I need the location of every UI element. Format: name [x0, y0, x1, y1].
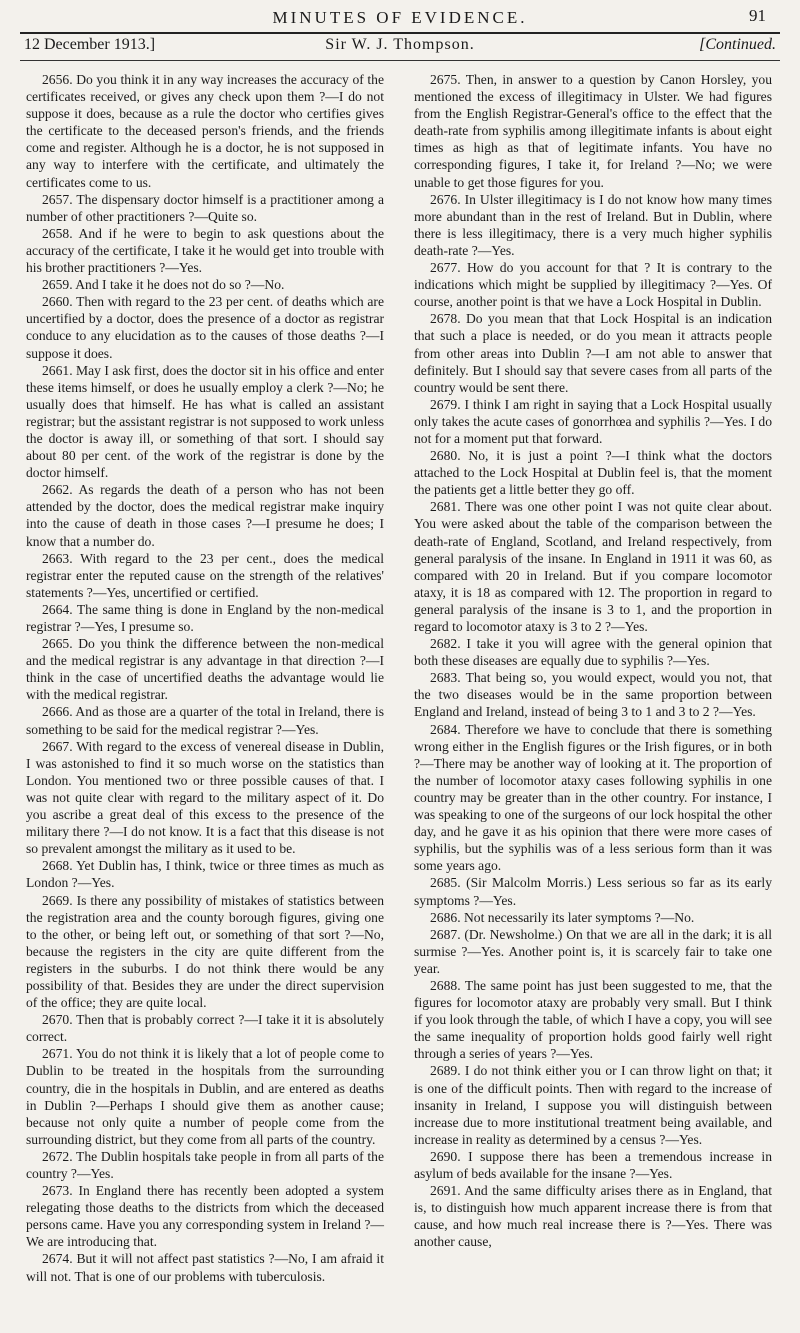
evidence-paragraph: 2680. No, it is just a point ?—I think what the doctors attached to the Lock Hospital at Dublin feel is, that the moment the patients get a little better they go off.: [414, 448, 772, 498]
evidence-paragraph: 2673. In England there has recently been adopted a system relegating those deaths to the districts from which the deceased persons came. Have you any corresponding system in Ireland ?—We are introducing that.: [26, 1183, 384, 1250]
evidence-paragraph: 2662. As regards the death of a person who has not been attended by the doctor, does the medical registrar make inquiry into the cause of death in those cases ?—I presume he does; I know that a number do.: [26, 482, 384, 549]
evidence-paragraph: 2667. With regard to the excess of venereal disease in Dublin, I was astonished to find it so much worse on the statistics than London. You mentioned two or three possible causes of that. I was not quite clear with regard to the military aspect of it. Do you ascribe a great deal of this excess to the presence of the military there ?—I do not know. It is a fact that this disease is not so prevalent amongst the military as it used to be.: [26, 738, 384, 857]
evidence-paragraph: 2661. May I ask first, does the doctor sit in his office and enter these items himself, or does he usually employ a clerk ?—No; he usually does that himself. He has what is called an assistant registrar; but the assistant registrar is not supposed to work unless the doctor is away ill, or something of that sort. I should say about 80 per cent. of the work of the registrar is done by the doctor himself.: [26, 362, 384, 481]
evidence-paragraph: 2668. Yet Dublin has, I think, twice or three times as much as London ?—Yes.: [26, 858, 384, 891]
evidence-paragraph: 2676. In Ulster illegitimacy is I do not know how many times more abundant than in the rest of Ireland. But in Dublin, where there is less illegitimacy, there is a very much higher syphilis death-rate ?—Yes.: [414, 191, 772, 258]
evidence-paragraph: 2657. The dispensary doctor himself is a practitioner among a number of other practitioners ?—Quite so.: [26, 191, 384, 224]
evidence-paragraph: 2689. I do not think either you or I can throw light on that; it is one of the difficult points. Then with regard to the increase of insanity in Ireland, I suppose you will distinguish between increase due to more institutional treatment being available, and increase in reality as determined by a census ?—Yes.: [414, 1063, 772, 1147]
evidence-paragraph: 2659. And I take it he does not do so ?—No.: [42, 277, 285, 293]
page-number: 91: [749, 6, 766, 25]
evidence-paragraph: 2672. The Dublin hospitals take people in from all parts of the country ?—Yes.: [26, 1148, 384, 1181]
continued-label: [Continued.: [699, 36, 776, 53]
evidence-paragraph: 2658. And if he were to begin to ask questions about the accuracy of the certificate, I take it he would get into trouble with his brother practitioners ?—Yes.: [26, 225, 384, 276]
evidence-paragraph: 2686. Not necessarily its later symptoms ?—No.: [430, 909, 695, 925]
evidence-paragraph: 2665. Do you think the difference between the non-medical and the medical registrar is any advantage in that direction ?—I think in the case of uncertified deaths the advantage would lie with the medical registrar.: [26, 636, 384, 703]
evidence-paragraph: 2679. I think I am right in saying that a Lock Hospital usually only takes the acute cases of gonorrhœa and syphilis ?—Yes. I do not for a moment put that forward.: [414, 396, 772, 446]
subheader: [24, 36, 776, 58]
evidence-paragraph: 2688. The same point has just been suggested to me, that the figures for locomotor ataxy are probably very small. But I think if you look through the table, of which I have a copy, you will see the same inequality of proportion holds good fairly well right through a series of years ?—Yes.: [414, 977, 772, 1062]
evidence-paragraph: 2675. Then, in answer to a question by Canon Horsley, you mentioned the excess of illegitimacy in Ulster. We had figures from the English Registrar-General's office to the effect that the death-rate from syphilis among illegitimate infants is about eight times as high as that of legitimate infants. You have no corresponding figures, I take it, for Ireland ?—No; we were unable to get those figures for you.: [414, 72, 772, 190]
evidence-paragraph: 2674. But it will not affect past statistics ?—No, I am afraid it will not. That is one of our problems with tuberculosis.: [26, 1251, 384, 1284]
evidence-paragraph: 2663. With regard to the 23 per cent., does the medical registrar enter the reputed cause on the strength of the relatives' statements ?—Yes, uncertified or certified.: [26, 550, 384, 600]
evidence-paragraph: 2670. Then that is probably correct ?—I take it it is absolutely correct.: [26, 1012, 384, 1045]
evidence-paragraph: 2690. I suppose there has been a tremendous increase in asylum of beds available for the insane ?—Yes.: [414, 1148, 772, 1181]
sitting-date: 12 December 1913.]: [24, 36, 156, 53]
running-head: MINUTES OF EVIDENCE.: [272, 8, 528, 27]
right-column: [414, 71, 772, 1250]
evidence-paragraph: 2677. How do you account for that ? It is contrary to the indications which might be supplied by illegitimacy ?—Yes. Of course, another point is that we have a Lock Hospital in Dublin.: [414, 260, 772, 310]
evidence-paragraph: 2691. And the same difficulty arises there as in England, that is, to distinguish how much apparent increase there is from that cause, and how much real increase there is ?—Yes. There was another cause,: [414, 1183, 772, 1250]
evidence-paragraph: 2687. (Dr. Newsholme.) On that we are all in the dark; it is all surmise ?—Yes. Another point is, it is scarcely fair to take one year.: [414, 926, 772, 976]
left-column: [26, 71, 384, 1285]
evidence-paragraph: 2664. The same thing is done in England by the non-medical registrar ?—Yes, I presume so.: [26, 601, 384, 634]
header-rule: [20, 32, 780, 34]
evidence-paragraph: 2684. Therefore we have to conclude that there is something wrong either in the English figures or the Irish figures, or in both ?—There may be another way of looking at it. The proportion of the number of locomotor ataxy cases following syphilis in one country may be greater than in the other country. For instance, I was speaking to one of the surgeons of our lock hospital the other day, and he gave it as his opinion that there were more cases of syphilis, but the syphilis was of a less serious form than it was some years ago.: [414, 721, 772, 874]
evidence-paragraph: 2660. Then with regard to the 23 per cent. of deaths which are uncertified by a doctor, does the presence of a doctor as registrar conduce to any elucidation as to the causes of those deaths ?—I suppose it does.: [26, 294, 384, 361]
evidence-paragraph: 2656. Do you think it in any way increases the accuracy of the certificates received, or gives any check upon them ?—I do not suppose it does, because as a rule the doctor who certifies gives the certificate to the deceased person's friends, and the friends come and register. Although he is a doctor, he is not supposed in any way to interfere with the certificate, and ultimately the certificates come to us.: [26, 72, 384, 190]
witness-name: Sir W. J. Thompson.: [325, 36, 475, 53]
evidence-paragraph: 2682. I take it you will agree with the general opinion that both these diseases are equally due to syphilis ?—Yes.: [414, 636, 772, 669]
evidence-paragraph: 2683. That being so, you would expect, would you not, that the two diseases would be in the same proportion between England and Ireland, instead of being 3 to 1 and 3 to 2 ?—Yes.: [414, 670, 772, 720]
evidence-paragraph: 2685. (Sir Malcolm Morris.) Less serious so far as its early symptoms ?—Yes.: [414, 875, 772, 908]
evidence-paragraph: 2678. Do you mean that that Lock Hospital is an indication that such a place is needed, or do you mean it attracts people from other areas into Dublin ?—I am not able to answer that definitely. But I should say that severe cases from all parts of the country would be sent there.: [414, 311, 772, 395]
evidence-paragraph: 2669. Is there any possibility of mistakes of statistics between the registration area and the county borough figures, giving one to the other, or being left out, or something of that sort ?—No, because the registers in the city are quite different from the registers in the suburbs. I do not think there would be any possibility of that. Besides they are under the direct supervision of the office; they are quite local.: [26, 892, 384, 1011]
subheader-rule: [20, 60, 780, 61]
evidence-paragraph: 2666. And as those are a quarter of the total in Ireland, there is something to be said for the medical registrar ?—Yes.: [26, 704, 384, 737]
evidence-paragraph: 2681. There was one other point I was not quite clear about. You were asked about the table of the comparison between the death-rate of England, Scotland, and Ireland respectively, from general paralysis of the insane. In England in 1911 it was 60, as compared with 20 in Ireland. But if you compare locomotor ataxy, it is 18 as compared with 12. The proportion in regard to general paralysis of the insane is 3 to 1, and the proportion in regard to locomotor ataxy is 3 to 2 ?—Yes.: [414, 499, 772, 634]
evidence-paragraph: 2671. You do not think it is likely that a lot of people come to Dublin to be treated in the hospitals from the surrounding country, die in the hospitals in Dublin, and are entered as deaths in Dublin ?—Perhaps I should give them as another cause; because not only quite a number of people come from the surrounding district, but they come from all parts of the country.: [26, 1046, 384, 1147]
